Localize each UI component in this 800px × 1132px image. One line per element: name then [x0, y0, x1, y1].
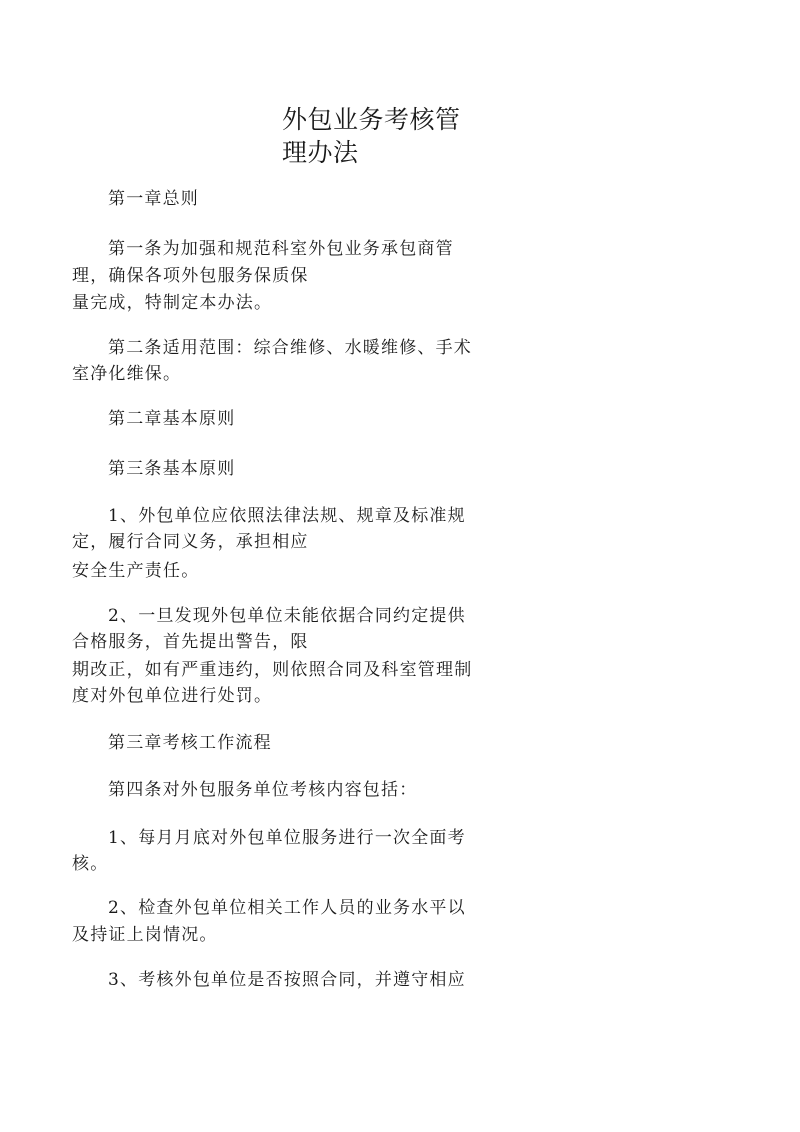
paragraph-line: 及持证上岗情况。	[72, 925, 218, 945]
paragraph-line: 核。	[72, 854, 109, 874]
paragraph-line: 室净化维保。	[72, 364, 182, 384]
document-title-line-2: 理办法	[282, 138, 359, 167]
chapter-heading-3: 第三章考核工作流程	[108, 733, 272, 753]
paragraph-line: 合格服务，首先提出警告，限	[72, 632, 309, 652]
paragraph-line: 1、每月月底对外包单位服务进行一次全面考	[108, 828, 466, 848]
paragraph-line: 第二条适用范围：综合维修、水暖维修、手术	[108, 338, 472, 358]
paragraph-line: 第一条为加强和规范科室外包业务承包商管	[108, 239, 454, 259]
article-heading: 第三条基本原则	[108, 459, 236, 479]
paragraph-line: 2、检查外包单位相关工作人员的业务水平以	[108, 898, 466, 918]
paragraph-line: 2、一旦发现外包单位未能依据合同约定提供	[108, 606, 466, 626]
document-title-line-1: 外包业务考核管	[282, 105, 461, 134]
paragraph-line: 理，确保各项外包服务保质保	[72, 266, 309, 286]
paragraph-line: 度对外包单位进行处罚。	[72, 686, 273, 706]
paragraph-line: 期改正，如有严重违约，则依照合同及科室管理制	[72, 660, 473, 680]
chapter-heading-2: 第二章基本原则	[108, 409, 236, 429]
paragraph-line: 定，履行合同义务，承担相应	[72, 532, 309, 552]
article-heading: 第四条对外包服务单位考核内容包括：	[108, 780, 418, 800]
paragraph-line: 安全生产责任。	[72, 561, 200, 581]
paragraph-line: 1、外包单位应依照法律法规、规章及标准规	[108, 506, 466, 526]
paragraph-line: 3、考核外包单位是否按照合同，并遵守相应	[108, 970, 466, 990]
chapter-heading-1: 第一章总则	[108, 189, 199, 209]
paragraph-line: 量完成，特制定本办法。	[72, 293, 273, 313]
